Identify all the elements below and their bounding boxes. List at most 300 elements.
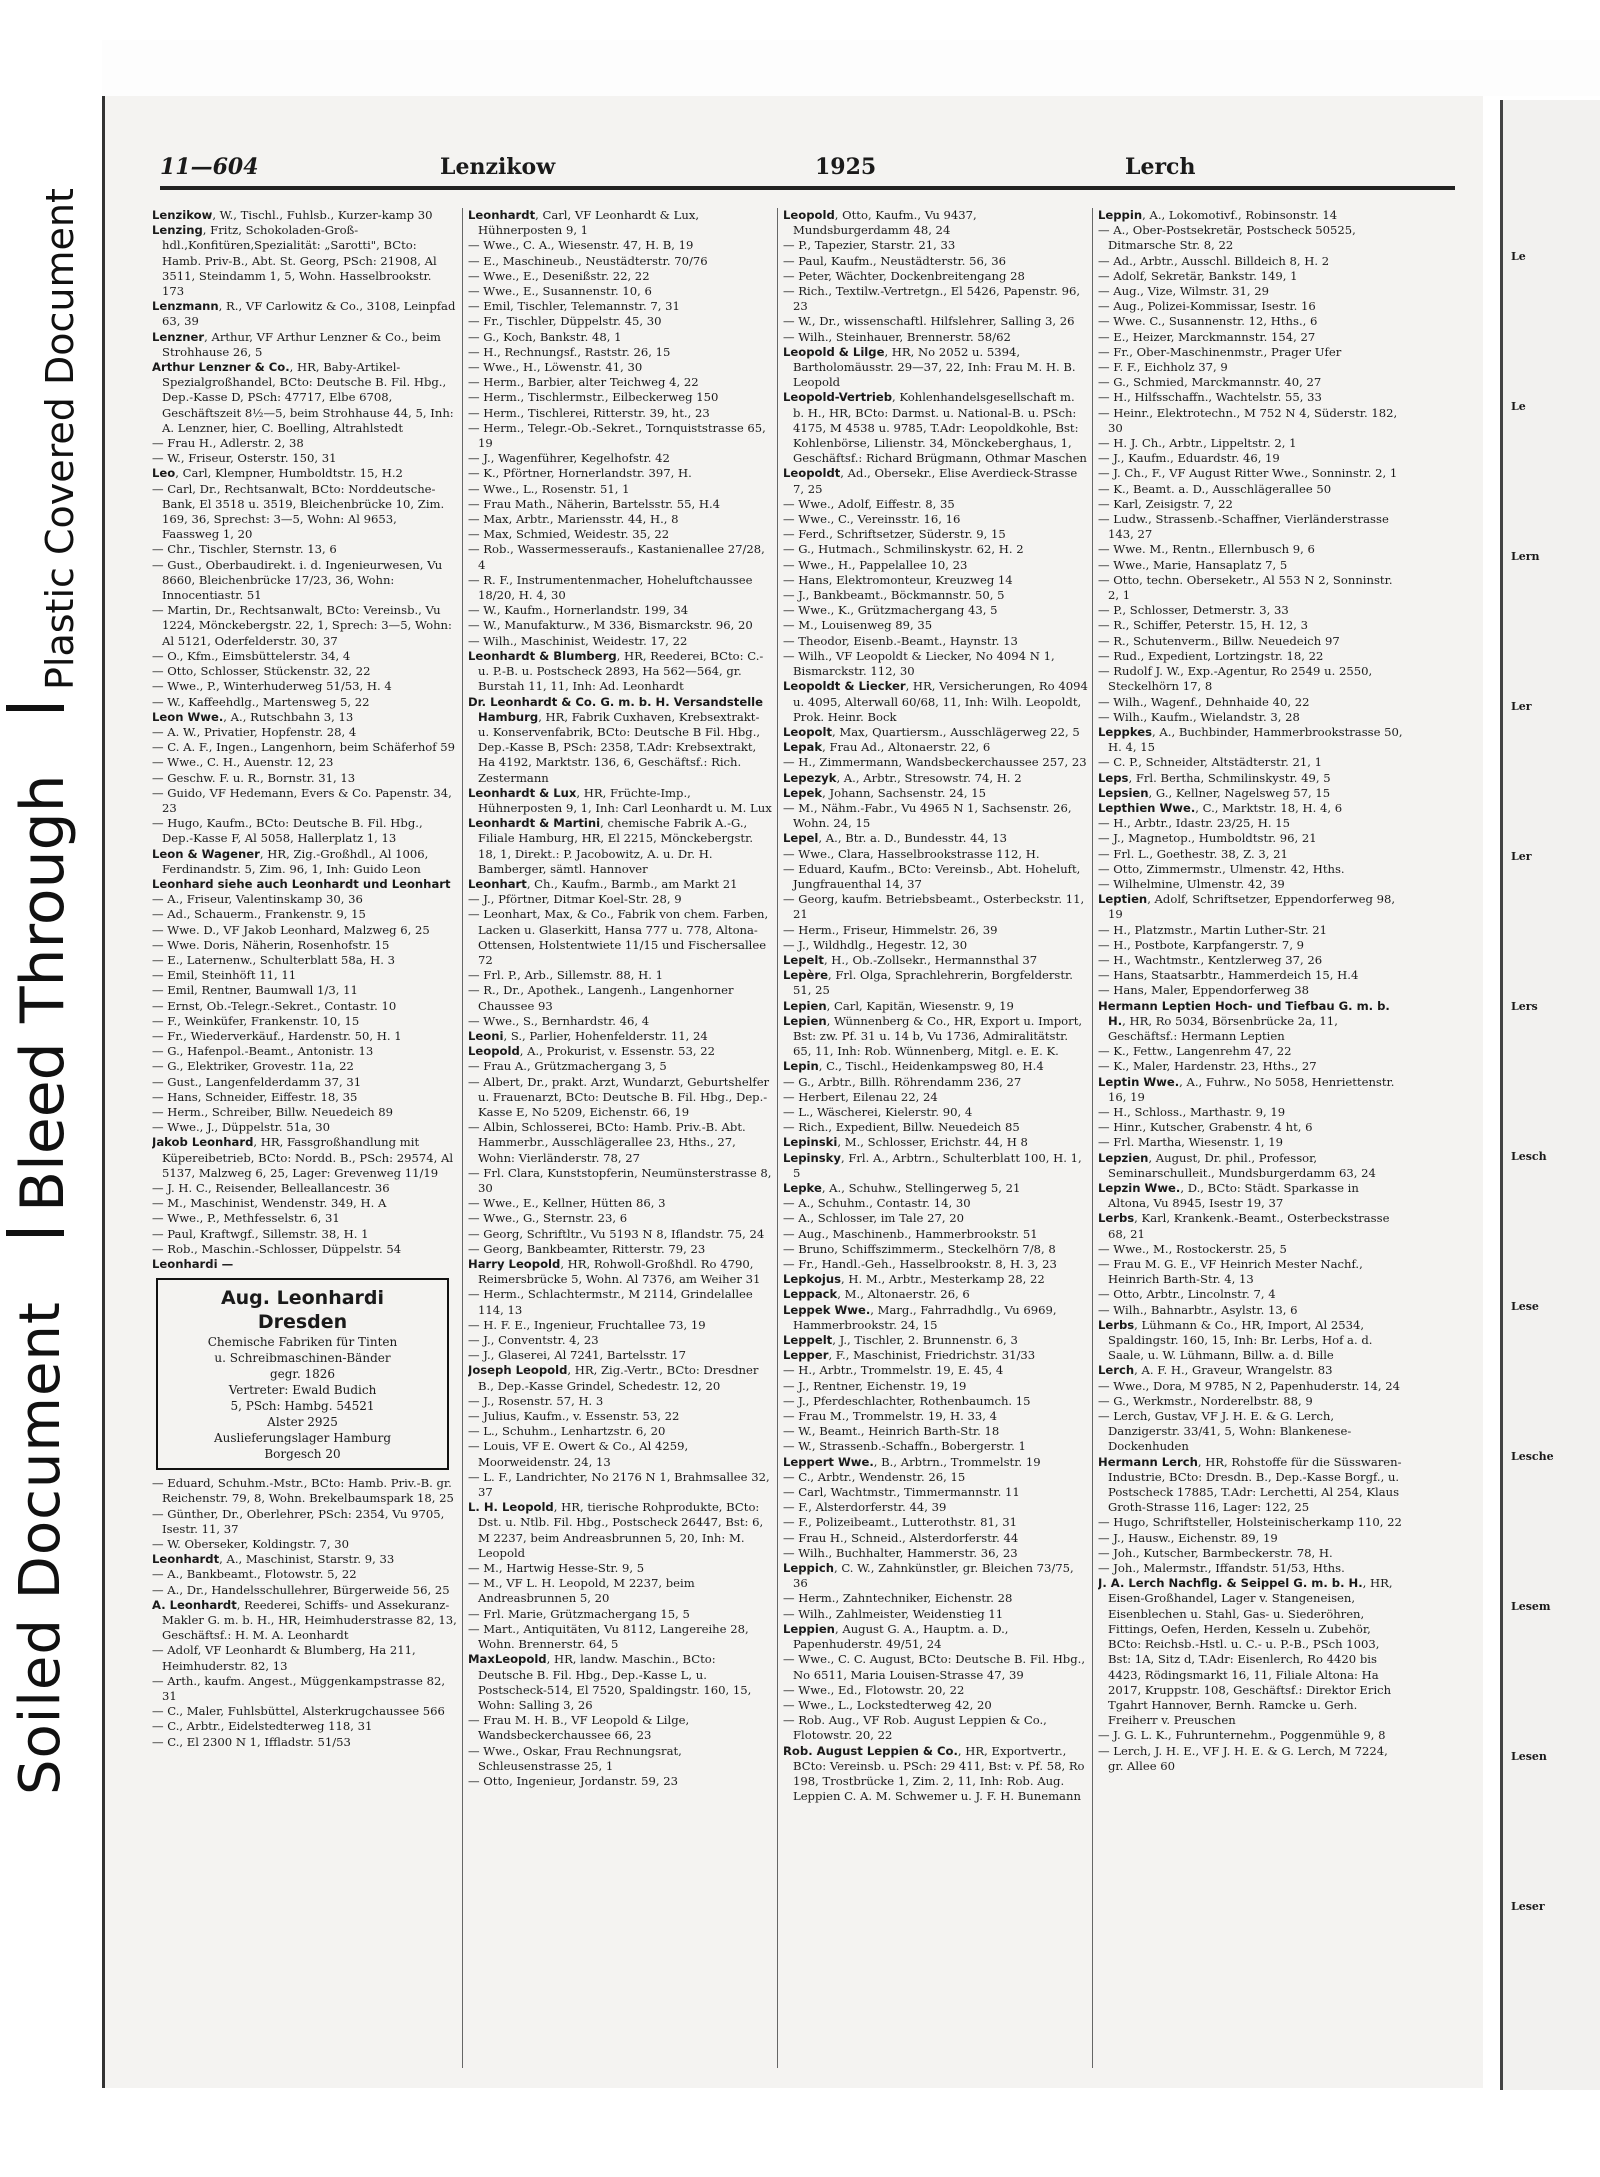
directory-entry: — Fr., Wiederverkäuf., Hardenstr. 50, H. 1 <box>152 1028 402 1043</box>
directory-entry: — Wwe., Clara, Hasselbrookstrasse 112, H. <box>783 846 1040 861</box>
directory-entry: Hermann Lerch, HR, Rohstoffe für die Süsswaren-Industrie, BCto: Dresdn. B., Dep.-Kasse Borgf., u. Postscheck 17885, T.Adr: Lerchetti, Al 254, Klaus Groth-Strasse 116, Lager: 122, 25 <box>1098 1454 1402 1515</box>
directory-entry: — Frl. Martha, Wiesenstr. 1, 19 <box>1098 1135 1283 1150</box>
directory-entry: — Hans, Maler, Eppendorferweg 38 <box>1098 983 1309 998</box>
directory-entry: — H., Arbtr., Idastr. 23/25, H. 15 <box>1098 816 1290 831</box>
directory-entry: — E., Laternenw., Schulterblatt 58a, H. 3 <box>152 952 395 967</box>
directory-entry: — Wwe., H., Löwenstr. 41, 30 <box>468 360 643 375</box>
bleed-through-label: Bleed Through <box>8 774 78 1212</box>
entry-surname: Dr. Leonhardt & Co. G. m. b. H. Versandstelle Hamburg <box>468 694 764 724</box>
directory-entry: Leppek Wwe., Marg., Fahrradhdlg., Vu 6969, Hammerbrookstr. 24, 15 <box>783 1302 1057 1332</box>
entry-surname: Leppien <box>783 1621 835 1636</box>
directory-entry: Hermann Leptien Hoch- und Tiefbau G. m. b. H., HR, Ro 5034, Börsenbrücke 2a, 11, Geschäftsf.: Hermann Leptien <box>1098 998 1390 1043</box>
entry-surname: Lerch <box>1098 1363 1135 1378</box>
directory-entry: Leonhart, Ch., Kaufm., Barmb., am Markt 21 <box>468 876 738 891</box>
directory-entry: — Wwe., L., Lockstedterweg 42, 20 <box>783 1697 992 1712</box>
entry-surname: Leppich <box>783 1561 834 1576</box>
directory-entry: Leonhardt & Martini, chemische Fabrik A.-G., Filiale Hamburg, HR, El 2215, Mönckebergstr. 18, 1, Direkt.: P. Jacobowitz, A. u. Dr. H. Bamberger, sämtl. Hannover <box>468 816 754 876</box>
entry-surname: Hermann Lerch <box>1098 1454 1198 1469</box>
directory-entry: — Emil, Steinhöft 11, 11 <box>152 968 297 983</box>
directory-entry: — Wwe., E., Desenißstr. 22, 22 <box>468 268 650 283</box>
header-first-entry: Lenzikow <box>440 154 556 180</box>
left-label-strip <box>0 0 100 2177</box>
directory-entry: Leptien, Adolf, Schriftsetzer, Eppendorferweg 98, 19 <box>1098 892 1396 922</box>
directory-entry: — H., Zimmermann, Wandsbeckerchaussee 257, 23 <box>783 755 1087 770</box>
directory-entry: — A., Bankbeamt., Flotowstr. 5, 22 <box>152 1567 357 1582</box>
directory-entry: MaxLeopold, HR, landw. Maschin., BCto: Deutsche B. Fil. Hbg., Dep.-Kasse L, u. Postscheck-514, El 7520, Spaldingstr. 160, 15, Wohn: Salling 3, 26 <box>468 1652 752 1712</box>
directory-entry: — A. W., Privatier, Hopfenstr. 28, 4 <box>152 724 357 739</box>
entry-surname: Leonhart <box>468 876 527 891</box>
directory-entry: — Bruno, Schiffszimmerm., Steckelhörn 7/8, 8 <box>783 1241 1056 1256</box>
entry-surname: Lepper <box>783 1348 829 1363</box>
entry-surname: Lepinski <box>783 1135 838 1150</box>
directory-entry: — Fr., Ober-Maschinenmstr., Prager Ufer <box>1098 344 1342 359</box>
directory-entry: — J., Hausw., Eichenstr. 89, 19 <box>1098 1530 1278 1545</box>
directory-entry: — Wilh., Maschinist, Weidestr. 17, 22 <box>468 633 688 648</box>
directory-entry: — Hugo, Schriftsteller, Holsteinischerkamp 110, 22 <box>1098 1515 1402 1530</box>
directory-entry: — Wilh., Steinhauer, Brennerstr. 58/62 <box>783 329 1011 344</box>
directory-entry: — J. Ch., F., VF August Ritter Wwe., Sonninstr. 2, 1 <box>1098 466 1398 481</box>
entry-surname: Leopold <box>783 208 835 222</box>
header-year: 1925 <box>815 154 877 180</box>
column-divider <box>462 208 463 2068</box>
directory-entry: Leo, Carl, Klempner, Humboldtstr. 15, H.2 <box>152 466 403 481</box>
directory-entry: — C. A. F., Ingen., Langenhorn, beim Schäferhof 59 <box>152 740 456 755</box>
directory-entry: — Ad., Arbtr., Ausschl. Billdeich 8, H. 2 <box>1098 253 1330 268</box>
directory-entry: — Paul, Kraftwgf., Sillemstr. 38, H. 1 <box>152 1226 369 1241</box>
directory-entry: — Wwe., Marie, Hansaplatz 7, 5 <box>1098 557 1288 572</box>
entry-surname: Lepien <box>783 998 827 1013</box>
directory-entry: — Herm., Friseur, Himmelstr. 26, 39 <box>783 922 998 937</box>
directory-entry: — Emil, Rentner, Baumwall 1/3, 11 <box>152 983 358 998</box>
directory-entry: — Aug., Vize, Wilmstr. 31, 29 <box>1098 284 1270 299</box>
entry-surname: Lepke <box>783 1181 822 1195</box>
directory-entry: Lerbs, Lühmann & Co., HR, Import, Al 2534, Spaldingstr. 160, 15, Inh: Br. Lerbs, Hof a. d. Saale, u. W. Lühmann, Billw. a. d. Bille <box>1098 1317 1373 1363</box>
entry-surname: Lepak <box>783 740 823 755</box>
entry-surname: Leoni <box>468 1028 504 1043</box>
directory-entry: Leptin Wwe., A., Fuhrw., No 5058, Henriettenstr. 16, 19 <box>1098 1074 1395 1104</box>
directory-entry: — Paul, Kaufm., Neustädterstr. 56, 36 <box>783 253 1006 268</box>
directory-entry: — G., Koch, Bankstr. 48, 1 <box>468 329 622 344</box>
column-1-entries <box>152 208 457 1272</box>
entry-surname: Leonhardi — <box>152 1257 234 1272</box>
entry-surname: Leonhard siehe auch Leonhardt und Leonhart <box>152 876 451 891</box>
directory-entry: — Eduard, Kaufm., BCto: Vereinsb., Abt. Hoheluft, Jungfrauenthal 14, 37 <box>783 861 1081 891</box>
directory-entry: — J., Kaufm., Eduardstr. 46, 19 <box>1098 451 1280 466</box>
directory-entry: — Herm., Tischlerei, Ritterstr. 39, ht., 23 <box>468 405 710 420</box>
directory-entry: — Peter, Wächter, Dockenbreitengang 28 <box>783 268 1025 283</box>
directory-entry: — Ludw., Strassenb.-Schaffner, Vierländerstrasse 143, 27 <box>1098 512 1389 542</box>
directory-entry: — E., Maschineub., Neustädterstr. 70/76 <box>468 253 708 268</box>
directory-entry: — Wwe., C. C. August, BCto: Deutsche B. Fil. Hbg., No 6511, Maria Louisen-Strasse 47, 39 <box>783 1652 1086 1682</box>
directory-entry: — Wilh., Zahlmeister, Weidenstieg 11 <box>783 1606 1004 1621</box>
directory-entry: Leopolt, Max, Quartiersm., Ausschlägerweg 22, 5 <box>783 724 1080 739</box>
directory-entry: — Frau A., Grützmachergang 3, 5 <box>468 1059 667 1074</box>
directory-entry: — Rob., Maschin.-Schlosser, Düppelstr. 54 <box>152 1241 402 1256</box>
directory-entry: — Adolf, Sekretär, Bankstr. 149, 1 <box>1098 268 1298 283</box>
entry-surname: Joseph Leopold <box>468 1363 568 1378</box>
directory-entry: Harry Leopold, HR, Rohwoll-Großhdl. Ro 4790, Reimersbrücke 5, Wohn. Al 7376, am Weiher 31 <box>468 1257 761 1287</box>
entry-surname: Lepezyk <box>783 770 837 785</box>
directory-entry: — M., VF L. H. Leopold, M 2237, beim Andreasbrunnen 5, 20 <box>468 1576 695 1606</box>
ad-city: Dresden <box>257 1311 348 1334</box>
directory-entry: — Louis, VF E. Owert & Co., Al 4259, Moorweidenstr. 24, 13 <box>468 1439 689 1469</box>
directory-entry: Arthur Lenzner & Co., HR, Baby-Artikel-Spezialgroßhandel, BCto: Deutsche B. Fil. Hbg., Dep.-Kasse D, PSch: 47717, Elbe 6708, Geschäftszeit 8½—5, beim Strohhause 44, 5, Inh: A. Lenzner, hier, C. Boelling, Altrahlstedt <box>152 360 454 435</box>
directory-entry: Lepke, A., Schuhw., Stellingerweg 5, 21 <box>783 1181 1021 1195</box>
directory-entry: — Rich., Expedient, Billw. Neuedeich 85 <box>783 1120 1020 1135</box>
entry-surname: Lepelt <box>783 952 824 967</box>
directory-entry: — J., Magnetop., Humboldtstr. 96, 21 <box>1098 831 1317 846</box>
directory-entry: Lenzner, Arthur, VF Arthur Lenzner & Co., beim Strohhause 26, 5 <box>152 329 441 359</box>
entry-surname: Leptien <box>1098 892 1148 907</box>
directory-entry: Lepsien, G., Kellner, Nagelsweg 57, 15 <box>1098 785 1331 800</box>
directory-entry: Lepien, Carl, Kapitän, Wiesenstr. 9, 19 <box>783 998 1014 1013</box>
directory-entry: Leppert Wwe., B., Arbtrn., Trommelstr. 19 <box>783 1454 1041 1469</box>
directory-entry: — R., Schutenverm., Billw. Neuedeich 97 <box>1098 633 1340 648</box>
ad-company-name: Aug. Leonhardi <box>220 1287 385 1310</box>
directory-entry: — Wilh., Wagenf., Dehnhaide 40, 22 <box>1098 694 1310 709</box>
directory-entry: Lepthien Wwe., C., Marktstr. 18, H. 4, 6 <box>1098 800 1343 815</box>
directory-entry: — K., Maler, Hardenstr. 23, Hths., 27 <box>1098 1059 1317 1074</box>
directory-entry: — Aug., Maschinenb., Hammerbrookstr. 51 <box>783 1226 1038 1241</box>
entry-surname: Hermann Leptien Hoch- und Tiefbau G. m. b. H. <box>1098 998 1390 1028</box>
facing-page-fragment: Lesen <box>1511 1750 1547 1763</box>
directory-entry: — Wwe., Adolf, Eiffestr. 8, 35 <box>783 496 955 511</box>
directory-entry: — G., Hafenpol.-Beamt., Antonistr. 13 <box>152 1044 374 1059</box>
directory-entry: — H., Hilfsschaffn., Wachtelstr. 55, 33 <box>1098 390 1322 405</box>
directory-entry: — R. F., Instrumentenmacher, Hoheluftchaussee 18/20, H. 4, 30 <box>468 572 753 603</box>
directory-entry: — Emil, Tischler, Telemannstr. 7, 31 <box>468 299 680 314</box>
directory-entry: — F., Alsterdorferstr. 44, 39 <box>783 1500 947 1515</box>
directory-entry: — Wwe., E., Kellner, Hütten 86, 3 <box>468 1196 666 1211</box>
directory-entry: — Ad., Schauerm., Frankenstr. 9, 15 <box>152 907 366 922</box>
directory-entry: Leppelt, J., Tischler, 2. Brunnenstr. 6, 3 <box>783 1333 1018 1348</box>
entry-surname: Leon & Wagener <box>152 846 260 861</box>
directory-entry: — Julius, Kaufm., v. Essenstr. 53, 22 <box>468 1409 680 1424</box>
directory-entry: Leon Wwe., A., Rutschbahn 3, 13 <box>152 709 354 724</box>
directory-entry: Leon & Wagener, HR, Zig.-Großhdl., Al 1006, Ferdinandstr. 5, Zim. 96, 1, Inh: Guido Leon <box>152 846 429 876</box>
directory-entry: — Georg, kaufm. Betriebsbeamt., Osterbeckstr. 11, 21 <box>783 892 1085 922</box>
directory-entry: — A., Dr., Handelsschullehrer, Bürgerweide 56, 25 <box>152 1582 450 1597</box>
directory-entry: — P., Tapezier, Starstr. 21, 33 <box>783 238 956 253</box>
directory-entry: Lepek, Johann, Sachsenstr. 24, 15 <box>783 785 987 800</box>
directory-entry: — Hans, Staatsarbtr., Hammerdeich 15, H.4 <box>1098 968 1359 983</box>
ad-line-6: Alster 2925 <box>267 1415 338 1430</box>
directory-entry: — Albin, Schlosserei, BCto: Hamb. Priv.-B. Abt. Hammerbr., Ausschlägerallee 23, Hths., 27, Wohn: Vierländerstr. 78, 27 <box>468 1120 746 1165</box>
directory-entry: — Wwe., G., Sternstr. 23, 6 <box>468 1211 628 1226</box>
directory-entry: — Max, Schmied, Weidestr. 35, 22 <box>468 527 670 542</box>
entry-surname: Lenzing <box>152 223 203 238</box>
directory-entry: — Rudolf J. W., Exp.-Agentur, Ro 2549 u. 2550, Steckelhörn 17, 8 <box>1098 664 1373 694</box>
directory-entry: — H., Rechnungsf., Raststr. 26, 15 <box>468 344 671 359</box>
directory-entry: — H., Postbote, Karpfangerstr. 7, 9 <box>1098 937 1305 952</box>
directory-entry: — F., Weinküfer, Frankenstr. 10, 15 <box>152 1013 360 1028</box>
directory-entry: — Carl, Wachtmstr., Timmermannstr. 11 <box>783 1485 1020 1500</box>
directory-entry: — W., Beamt., Heinrich Barth-Str. 18 <box>783 1424 1000 1439</box>
column-3-entries <box>783 208 1088 1804</box>
directory-entry: — G., Werkmstr., Norderelbstr. 88, 9 <box>1098 1393 1313 1408</box>
directory-entry: — Wwe., J., Düppelstr. 51a, 30 <box>152 1120 331 1135</box>
directory-entry: J. A. Lerch Nachflg. & Seippel G. m. b. H., HR, Eisen-Großhandel, Lager v. Stangeneisen, Eisenblechen u. Stahl, Gas- u. Siederöhren, Fittings, Oefen, Herden, Kesseln u. Zubehör, BCto: Reichsb.-Hstl. u. C.- u. P.-B., PSch 1003, Bst: 1A, Sitz d, T.Adr: Eisenlerch, Ro 4420 bis 4423, Rödingsmarkt 16, 11, Filiale Altona: Ha 2017, Kruppstr. 108, Geschäftsf.: Direktor Erich Tgahrt Hannover, Bernh. Ramcke u. Gerh. Freiherr v. Preuschen <box>1098 1576 1393 1728</box>
entry-surname: Leptin Wwe. <box>1098 1074 1180 1089</box>
directory-entry: Leps, Frl. Bertha, Schmilinskystr. 49, 5 <box>1098 770 1331 785</box>
directory-entry: — G., Schmied, Marckmannstr. 40, 27 <box>1098 375 1322 390</box>
directory-entry: — Georg, Bankbeamter, Ritterstr. 79, 23 <box>468 1241 706 1256</box>
directory-entry: Lepak, Frau Ad., Altonaerstr. 22, 6 <box>783 740 991 755</box>
directory-entry: — Wwe., Oskar, Frau Rechnungsrat, Schleusenstrasse 25, 1 <box>468 1743 682 1773</box>
ad-line-8: Borgesch 20 <box>264 1447 341 1462</box>
directory-entry: — J., Pferdeschlachter, Rothenbaumch. 15 <box>783 1393 1031 1408</box>
directory-entry: — Theodor, Eisenb.-Beamt., Haynstr. 13 <box>783 633 1018 648</box>
entry-surname: Lepinsky <box>783 1150 841 1165</box>
entry-surname: Leopoldt & Liecker <box>783 679 906 694</box>
directory-entry: — R., Schiffer, Peterstr. 15, H. 12, 3 <box>1098 618 1308 633</box>
entry-surname: Harry Leopold <box>468 1257 561 1272</box>
directory-entry <box>152 877 457 892</box>
directory-entry: Leopold, A., Prokurist, v. Essenstr. 53, 22 <box>468 1044 715 1059</box>
directory-entry: — Aug., Polizei-Kommissar, Isestr. 16 <box>1098 299 1316 314</box>
label-divider <box>6 1230 64 1236</box>
directory-entry: — K., Fettw., Langenrehm 47, 22 <box>1098 1044 1292 1059</box>
directory-entry: — J., Conventstr. 4, 23 <box>468 1333 599 1348</box>
entry-surname: Lerbs <box>1098 1317 1135 1332</box>
directory-entry: — Ferd., Schriftsetzer, Süderstr. 9, 15 <box>783 527 1006 542</box>
directory-entry: Lenzmann, R., VF Carlowitz & Co., 3108, Leinpfad 63, 39 <box>152 299 456 329</box>
directory-entry: — Herm., Schlachtermstr., M 2114, Grindelallee 114, 13 <box>468 1287 753 1317</box>
directory-entry: — J., Rentner, Eichenstr. 19, 19 <box>783 1378 967 1393</box>
entry-surname: Lepien <box>783 1013 827 1028</box>
column-2-entries <box>468 208 773 1789</box>
directory-entry: — Lerch, J. H. E., VF J. H. E. & G. Lerch, M 7224, gr. Allee 60 <box>1098 1743 1388 1773</box>
directory-entry: Dr. Leonhardt & Co. G. m. b. H. Versandstelle Hamburg, HR, Fabrik Cuxhaven, Krebsextrakt- u. Konservenfabrik, BCto: Deutsche B Fil. Hbg., Dep.-Kasse B, PSch: 2358, T.Adr: Krebsextrakt, Ha 4192, Marktstr. 136, 6, Geschäftsf.: Rich. Zestermann <box>468 694 764 785</box>
directory-entry: Leppich, C. W., Zahnkünstler, gr. Bleichen 73/75, 36 <box>783 1561 1074 1591</box>
directory-entry: — Wwe. D., VF Jakob Leonhard, Malzweg 6, 25 <box>152 922 430 937</box>
directory-entry: — Max, Arbtr., Mariensstr. 44, H., 8 <box>468 512 679 527</box>
directory-entry: — O., Kfm., Eimsbüttelerstr. 34, 4 <box>152 648 351 663</box>
directory-entry: — Gust., Langenfelderdamm 37, 31 <box>152 1074 362 1089</box>
entry-surname: Leppin <box>1098 208 1143 222</box>
directory-entry: — Wwe., Dora, M 9785, N 2, Papenhuderstr. 14, 24 <box>1098 1378 1400 1393</box>
directory-entry: — Hans, Schneider, Eiffestr. 18, 35 <box>152 1089 358 1104</box>
directory-entry: — F. F., Eichholz 37, 9 <box>1098 360 1228 375</box>
directory-entry: — Frau H., Adlerstr. 2, 38 <box>152 436 304 451</box>
facing-page-fragment: Lesch <box>1511 1150 1547 1163</box>
entry-surname: Leonhardt & Lux <box>468 785 577 800</box>
column-divider <box>777 208 778 2068</box>
directory-entry: Leonhardt & Blumberg, HR, Reederei, BCto: C.- u. P.-B. u. Postscheck 2893, Ha 562—564, gr. Burstah 11, 11, Inh: Ad. Leonhardt <box>468 648 764 694</box>
directory-entry: — H. F. E., Ingenieur, Fruchtallee 73, 19 <box>468 1317 706 1332</box>
directory-entry: — Wwe., Ed., Flotowstr. 20, 22 <box>783 1682 965 1697</box>
directory-entry: — Frl. P., Arb., Sillemstr. 88, H. 1 <box>468 968 663 983</box>
entry-surname: Leonhardt & Martini <box>468 816 601 831</box>
directory-entry: Rob. August Leppien & Co., HR, Exportvertr., BCto: Vereinsb. u. PSch: 29 411, Bst: v. Pf. 58, Ro 198, Trostbrücke 1, Zim. 2, 11, Inh: Rob. Aug. Leppien C. A. M. Schwemer u. J. F. H. Bunemann <box>783 1743 1085 1804</box>
directory-entry: — J., Rosenstr. 57, H. 3 <box>468 1393 604 1408</box>
entry-surname: Leps <box>1098 770 1129 785</box>
directory-entry: — Frau H., Schneid., Alsterdorferstr. 44 <box>783 1530 1019 1545</box>
directory-entry: — Herm., Telegr.-Ob.-Sekret., Tornquiststrasse 65, 19 <box>468 420 766 451</box>
directory-entry: Leppkes, A., Buchbinder, Hammerbrookstrasse 50, H. 4, 15 <box>1098 724 1403 755</box>
directory-entry: — Otto, Arbtr., Lincolnstr. 7, 4 <box>1098 1287 1276 1302</box>
directory-entry: — Otto, Ingenieur, Jordanstr. 59, 23 <box>468 1773 679 1788</box>
directory-entry: — Rud., Expedient, Lortzingstr. 18, 22 <box>1098 648 1324 663</box>
directory-entry: — K., Pförtner, Hornerlandstr. 397, H. <box>468 466 692 481</box>
directory-entry: — E., Heizer, Marckmannstr. 154, 27 <box>1098 329 1316 344</box>
directory-entry: — W., Dr., wissenschaftl. Hilfslehrer, Salling 3, 26 <box>783 314 1075 329</box>
entry-surname: Lerbs <box>1098 1211 1135 1226</box>
directory-entry: — Frl. L., Goethestr. 38, Z. 3, 21 <box>1098 846 1288 861</box>
entry-surname: Lepsien <box>1098 785 1149 800</box>
directory-entry: — Albert, Dr., prakt. Arzt, Wundarzt, Geburtshelfer u. Frauenarzt, BCto: Deutsche B. Fil. Hbg., Dep.-Kasse E, No 5209, Eichenstr. 66, 19 <box>468 1074 770 1119</box>
facing-page-fragment: Lesche <box>1511 1450 1554 1463</box>
top-margin <box>102 40 1600 96</box>
directory-entry: Lepinsky, Frl. A., Arbtrn., Schulterblatt 100, H. 1, 5 <box>783 1150 1082 1180</box>
directory-entry: Lenzikow, W., Tischl., Fuhlsb., Kurzer-kamp 30 <box>152 208 433 222</box>
directory-entry: — Herm., Zahntechniker, Eichenstr. 28 <box>783 1591 1013 1606</box>
entry-surname: Leon Wwe. <box>152 709 224 724</box>
directory-entry: — J., Bankbeamt., Böckmannstr. 50, 5 <box>783 588 1005 603</box>
label-divider <box>6 705 64 711</box>
directory-entry: — Wwe., L., Rosenstr. 51, 1 <box>468 481 630 496</box>
advertisement-box <box>156 1278 449 1470</box>
entry-surname: Lepzin Wwe. <box>1098 1181 1181 1195</box>
ad-line-5: 5, PSch: Hambg. 54521 <box>230 1399 375 1414</box>
directory-entry: — Wilh., Kaufm., Wielandstr. 3, 28 <box>1098 709 1300 724</box>
directory-entry: — Herbert, Eilenau 22, 24 <box>783 1089 938 1104</box>
directory-entry: Lepzin Wwe., D., BCto: Städt. Sparkasse in Altona, Vu 8945, Isestr 19, 37 <box>1098 1181 1359 1211</box>
entry-surname: Leppack <box>783 1287 838 1302</box>
entry-surname: Lenzmann <box>152 299 219 314</box>
header-last-entry: Lerch <box>1125 154 1196 180</box>
directory-entry: Lepzien, August, Dr. phil., Professor, Seminarschulleit., Mundsburgerdamm 63, 24 <box>1098 1150 1376 1180</box>
column-3 <box>783 208 1088 2074</box>
directory-entry: A. Leonhardt, Reederei, Schiffs- und Assekuranz-Makler G. m. b. H., HR, Heimhuderstrasse 82, 13, Geschäftsf.: H. M. A. Leonhardt <box>152 1597 457 1643</box>
entry-surname: Lepel <box>783 831 819 846</box>
directory-entry: — Wwe., E., Susannenstr. 10, 6 <box>468 284 652 299</box>
directory-entry: — G., Hutmach., Schmilinskystr. 62, H. 2 <box>783 542 1024 557</box>
directory-entry: — Fr., Handl.-Geh., Hasselbrookstr. 8, H. 3, 23 <box>783 1257 1057 1272</box>
directory-entry: — Arth., kaufm. Angest., Müggenkampstrasse 82, 31 <box>152 1673 446 1704</box>
directory-entry: — A., Ober-Postsekretär, Postscheck 50525, Ditmarsche Str. 8, 22 <box>1098 223 1356 253</box>
facing-page-fragment: Le <box>1511 400 1526 413</box>
directory-entry: — Wwe., S., Bernhardstr. 46, 4 <box>468 1013 650 1028</box>
ad-line-1: Chemische Fabriken für Tinten <box>207 1335 398 1350</box>
directory-entry: — J., Wildhdlg., Hegestr. 12, 30 <box>783 937 968 952</box>
directory-entry: — Frl. Marie, Grützmachergang 15, 5 <box>468 1606 690 1621</box>
directory-entry: — Frau Math., Näherin, Bartelsstr. 55, H.4 <box>468 496 721 511</box>
next-page-edge <box>1500 100 1600 2090</box>
directory-entry: — A., Schuhm., Contastr. 14, 30 <box>783 1196 971 1211</box>
directory-entry: — Otto, Zimmermstr., Ulmenstr. 42, Hths. <box>1098 861 1345 876</box>
entry-surname: Lepère <box>783 968 828 983</box>
directory-entry: — Rob., Wassermesseraufs., Kastanienallee 27/28, 4 <box>468 542 765 572</box>
directory-entry: — Frl. Clara, Kunststopferin, Neumünsterstrasse 8, 30 <box>468 1165 772 1195</box>
directory-entry: — Frau M. G. E., VF Heinrich Mester Nachf., Heinrich Barth-Str. 4, 13 <box>1098 1257 1363 1287</box>
column-4 <box>1098 208 1403 2074</box>
directory-entry: Lepère, Frl. Olga, Sprachlehrerin, Borgfelderstr. 51, 25 <box>783 968 1073 998</box>
directory-entry: Lenzing, Fritz, Schokoladen-Groß-hdl.,Konfitüren,Spezialität: „Sarotti", BCto: Hamb. Priv-B., Abt. St. Georg, PSch: 21908, Al 3511, Steindamm 1, 5, Wohn. Hasselbrookstr. 173 <box>152 223 437 299</box>
directory-entry: L. H. Leopold, HR, tierische Rohprodukte, BCto: Dst. u. Ntlb. Fil. Hbg., Postscheck 26447, Bst: 6, M 2237, beim Andreasbrunnen 5, 20, Inh: M. Leopold <box>468 1500 764 1560</box>
directory-entry: Leonhardt & Lux, HR, Früchte-Imp., Hühnerposten 9, 1, Inh: Carl Leonhardt u. M. Lux <box>468 785 772 815</box>
entry-surname: Arthur Lenzner & Co. <box>152 360 290 375</box>
directory-entry: — J., Pförtner, Ditmar Koel-Str. 28, 9 <box>468 892 682 907</box>
directory-entry: Leopoldt, Ad., Obersekr., Elise Averdieck-Strasse 7, 25 <box>783 466 1078 496</box>
directory-entry: — Martin, Dr., Rechtsanwalt, BCto: Vereinsb., Vu 1224, Mönckebergstr. 22, 1, Sprech: 3—5, Wohn: Al 5121, Oderfelderstr. 30, 37 <box>152 603 452 648</box>
directory-entry: Leopold, Otto, Kaufm., Vu 9437, Mundsburgerdamm 48, 24 <box>783 208 977 238</box>
column-1 <box>152 208 457 2074</box>
directory-entry: — Joh., Kutscher, Barmbeckerstr. 78, H. <box>1098 1545 1333 1560</box>
directory-entry: — Wilh., VF Leopoldt & Liecker, No 4094 N 1, Bismarckstr. 112, 30 <box>783 648 1055 679</box>
directory-entry: — Herm., Barbier, alter Teichweg 4, 22 <box>468 375 699 390</box>
entry-surname: Leonhardt <box>468 208 536 222</box>
directory-entry: — Herm., Schreiber, Billw. Neuedeich 89 <box>152 1104 394 1119</box>
directory-entry: — J., Glaserei, Al 7241, Bartelsstr. 17 <box>468 1348 687 1363</box>
directory-entry: — M., Louisenweg 89, 35 <box>783 618 933 633</box>
directory-entry: — Wwe. M., Rentn., Ellernbusch 9, 6 <box>1098 542 1315 557</box>
column-4-entries <box>1098 208 1403 1774</box>
entry-surname: Lepthien Wwe. <box>1098 800 1196 815</box>
entry-surname: Leopold-Vertrieb <box>783 390 893 405</box>
directory-entry: — C., Maler, Fuhlsbüttel, Alsterkrugchaussee 566 <box>152 1704 445 1719</box>
directory-entry: — K., Beamt. a. D., Ausschlägerallee 50 <box>1098 481 1332 496</box>
directory-entry: — W., Manufakturw., M 336, Bismarckstr. 96, 20 <box>468 618 753 633</box>
directory-entry: — Geschw. F. u. R., Bornstr. 31, 13 <box>152 770 356 785</box>
directory-page <box>102 96 1483 2088</box>
entry-surname: Lenzikow <box>152 208 213 222</box>
entry-surname: Leopold <box>468 1044 520 1059</box>
directory-entry: — G., Elektriker, Grovestr. 11a, 22 <box>152 1059 354 1074</box>
ad-line-3: gegr. 1826 <box>269 1367 336 1382</box>
directory-entry: Lepien, Wünnenberg & Co., HR, Export u. Import, Bst: zw. Pf. 31 u. 14 b, Vu 1736, Admiralitätstr. 65, 11, Inh: Rob. Wünnenberg, Mitgl. e. E. K. <box>783 1013 1083 1059</box>
directory-entry: — W., Strassenb.-Schaffn., Bobergerstr. 1 <box>783 1439 1026 1454</box>
entry-surname: Rob. August Leppien & Co. <box>783 1743 958 1758</box>
entry-surname: Leppkes <box>1098 724 1153 739</box>
directory-entry: — Heinr., Elektrotechn., M 752 N 4, Süderstr. 182, 30 <box>1098 405 1398 435</box>
directory-entry: — H., Arbtr., Trommelstr. 19, E. 45, 4 <box>783 1363 1004 1378</box>
directory-entry: — A., Friseur, Valentinskamp 30, 36 <box>152 892 363 907</box>
directory-entry: — Frau M., Trommelstr. 19, H. 33, 4 <box>783 1409 998 1424</box>
directory-entry: Lerch, A. F. H., Graveur, Wrangelstr. 83 <box>1098 1363 1333 1378</box>
entry-surname: Lepin <box>783 1059 819 1074</box>
directory-entry: — Wwe., C. H., Auenstr. 12, 23 <box>152 755 334 770</box>
directory-entry: — R., Dr., Apothek., Langenh., Langenhorner Chaussee 93 <box>468 983 734 1013</box>
directory-entry: — Wwe., P., Winterhuderweg 51/53, H. 4 <box>152 679 392 694</box>
directory-entry: — Eduard, Schuhm.-Mstr., BCto: Hamb. Priv.-B. gr. Reichenstr. 79, 8, Wohn. Brekelbaumspark 18, 25 <box>152 1476 454 1506</box>
directory-entry: — L., Wäscherei, Kielerstr. 90, 4 <box>783 1104 973 1119</box>
entry-surname: Lenzner <box>152 329 205 344</box>
directory-entry: Leonhardt, Carl, VF Leonhardt & Lux, Hühnerposten 9, 1 <box>468 208 700 238</box>
entry-surname: Lepkojus <box>783 1272 842 1287</box>
facing-page-fragment: Leser <box>1511 1900 1545 1913</box>
facing-page-fragment: Lers <box>1511 1000 1538 1013</box>
entry-surname: Leonhardt <box>152 1552 220 1567</box>
column-2 <box>468 208 773 2074</box>
header-rule <box>160 186 1455 190</box>
directory-entry: — H. J. Ch., Arbtr., Lippeltstr. 2, 1 <box>1098 436 1297 451</box>
directory-entry: — C., Arbtr., Eidelstedterweg 118, 31 <box>152 1719 373 1734</box>
directory-entry: — Herm., Tischlermstr., Eilbeckerweg 150 <box>468 390 719 405</box>
directory-entry: — Wwe., M., Rostockerstr. 25, 5 <box>1098 1241 1287 1256</box>
directory-entry: — Fr., Tischler, Düppelstr. 45, 30 <box>468 314 662 329</box>
entry-surname: Jakob Leonhard <box>152 1135 254 1150</box>
entry-surname: L. H. Leopold <box>468 1500 554 1515</box>
directory-entry: — M., Hartwig Hesse-Str. 9, 5 <box>468 1561 645 1576</box>
directory-entry: — Wwe. C., Susannenstr. 12, Hths., 6 <box>1098 314 1318 329</box>
directory-entry: Lepin, C., Tischl., Heidenkampsweg 80, H.4 <box>783 1059 1044 1074</box>
facing-page-fragment: Lesem <box>1511 1600 1551 1613</box>
directory-entry: — L., Schuhm., Lenhartzstr. 6, 20 <box>468 1424 666 1439</box>
directory-entry: — Gust., Oberbaudirekt. i. d. Ingenieurwesen, Vu 8660, Bleichenbrücke 17/23, 36, Wohn: Innocentiastr. 51 <box>152 557 443 603</box>
directory-entry: — Wilh., Buchhalter, Hammerstr. 36, 23 <box>783 1545 1018 1560</box>
directory-entry: — Günther, Dr., Oberlehrer, PSch: 2354, Vu 9705, Isestr. 11, 37 <box>152 1506 445 1536</box>
